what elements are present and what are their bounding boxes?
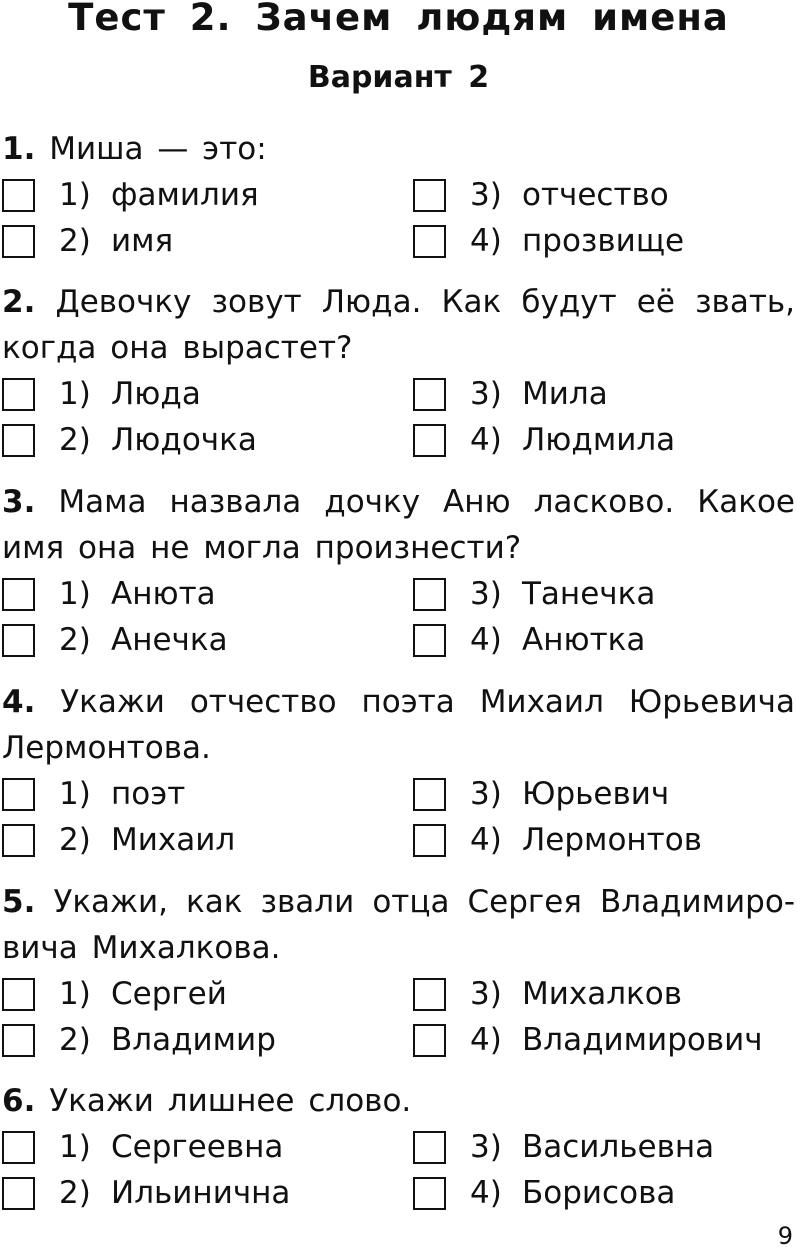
answer-option-4[interactable] bbox=[413, 1170, 675, 1216]
answer-options bbox=[2, 172, 795, 264]
answer-option-2[interactable] bbox=[2, 218, 173, 264]
answer-options bbox=[2, 971, 795, 1063]
option-number: 4) bbox=[470, 223, 502, 259]
question-stem bbox=[2, 479, 795, 571]
option-text: Юрьевич bbox=[522, 776, 670, 812]
option-text: Людмила bbox=[522, 422, 676, 458]
answer-checkbox[interactable] bbox=[2, 424, 35, 457]
option-number: 4) bbox=[470, 1175, 502, 1211]
answer-option-1[interactable] bbox=[2, 1124, 283, 1170]
answer-options bbox=[2, 1124, 795, 1216]
option-number: 2) bbox=[59, 822, 91, 858]
option-number: 4) bbox=[470, 1022, 502, 1058]
answer-checkbox[interactable] bbox=[2, 1024, 35, 1057]
question-number: 3. bbox=[2, 484, 36, 520]
answer-checkbox[interactable] bbox=[413, 578, 446, 611]
question-1 bbox=[2, 126, 795, 264]
answer-option-1[interactable] bbox=[2, 971, 227, 1017]
answer-option-3[interactable] bbox=[413, 1124, 714, 1170]
question-text: Мама назвала дочку Аню ласково. Какое имя она не могла произнести? bbox=[2, 484, 796, 566]
option-text: Михалков bbox=[522, 976, 683, 1012]
option-text: Михаил bbox=[111, 822, 236, 858]
question-number: 5. bbox=[2, 884, 36, 920]
answer-option-2[interactable] bbox=[2, 417, 257, 463]
answer-option-3[interactable] bbox=[413, 571, 655, 617]
answer-checkbox[interactable] bbox=[413, 624, 446, 657]
answer-checkbox[interactable] bbox=[413, 978, 446, 1011]
answer-option-1[interactable] bbox=[2, 571, 216, 617]
answer-checkbox[interactable] bbox=[413, 378, 446, 411]
question-stem bbox=[2, 126, 795, 172]
answer-checkbox[interactable] bbox=[413, 179, 446, 212]
option-number: 3) bbox=[470, 776, 502, 812]
option-text: Ильинична bbox=[111, 1175, 291, 1211]
answer-option-3[interactable] bbox=[413, 172, 669, 218]
answer-option-3[interactable] bbox=[413, 371, 608, 417]
answer-checkbox[interactable] bbox=[2, 179, 35, 212]
option-text: прозвище bbox=[522, 223, 685, 259]
option-number: 1) bbox=[59, 976, 91, 1012]
option-number: 3) bbox=[470, 576, 502, 612]
question-text: Укажи отчество поэта Михаил Юрьевича Лермонтова. bbox=[2, 684, 795, 766]
answer-checkbox[interactable] bbox=[413, 1177, 446, 1210]
option-number: 2) bbox=[59, 1175, 91, 1211]
option-text: отчество bbox=[522, 177, 669, 213]
question-text: Миша — это: bbox=[49, 131, 267, 167]
option-text: Борисова bbox=[522, 1175, 676, 1211]
question-4 bbox=[2, 679, 795, 863]
answer-checkbox[interactable] bbox=[2, 578, 35, 611]
question-number: 4. bbox=[2, 684, 36, 720]
option-number: 3) bbox=[470, 376, 502, 412]
answer-option-1[interactable] bbox=[2, 371, 201, 417]
option-number: 2) bbox=[59, 422, 91, 458]
option-text: поэт bbox=[111, 776, 186, 812]
option-text: Анютка bbox=[522, 622, 646, 658]
answer-option-4[interactable] bbox=[413, 817, 702, 863]
answer-option-3[interactable] bbox=[413, 971, 682, 1017]
option-number: 1) bbox=[59, 576, 91, 612]
question-text: Укажи, как звали отца Сергея Владимиро-вича Михалкова. bbox=[2, 884, 796, 966]
question-text: Девочку зовут Люда. Как будут её звать, когда она вырастет? bbox=[2, 284, 795, 366]
option-text: имя bbox=[111, 223, 174, 259]
answer-option-4[interactable] bbox=[413, 218, 684, 264]
option-number: 1) bbox=[59, 776, 91, 812]
question-5 bbox=[2, 879, 795, 1063]
option-text: фамилия bbox=[111, 177, 259, 213]
option-number: 4) bbox=[470, 622, 502, 658]
option-text: Людочка bbox=[111, 422, 257, 458]
option-number: 2) bbox=[59, 1022, 91, 1058]
answer-checkbox[interactable] bbox=[2, 624, 35, 657]
option-number: 1) bbox=[59, 177, 91, 213]
answer-option-1[interactable] bbox=[2, 172, 259, 218]
option-text: Сергей bbox=[111, 976, 227, 1012]
question-number: 2. bbox=[2, 284, 36, 320]
option-number: 1) bbox=[59, 376, 91, 412]
option-text: Лермонтов bbox=[522, 822, 702, 858]
answer-option-2[interactable] bbox=[2, 1017, 276, 1063]
answer-options bbox=[2, 771, 795, 863]
option-text: Танечка bbox=[522, 576, 656, 612]
answer-option-4[interactable] bbox=[413, 1017, 763, 1063]
page-number: 9 bbox=[777, 1222, 793, 1250]
answer-checkbox[interactable] bbox=[413, 778, 446, 811]
question-number: 6. bbox=[2, 1083, 36, 1119]
option-number: 4) bbox=[470, 422, 502, 458]
option-text: Мила bbox=[522, 376, 608, 412]
option-number: 2) bbox=[59, 223, 91, 259]
answer-checkbox[interactable] bbox=[2, 778, 35, 811]
answer-option-3[interactable] bbox=[413, 771, 669, 817]
option-number: 1) bbox=[59, 1129, 91, 1165]
answer-option-4[interactable] bbox=[413, 617, 645, 663]
answer-options bbox=[2, 571, 795, 663]
answer-option-2[interactable] bbox=[2, 617, 228, 663]
answer-checkbox[interactable] bbox=[413, 424, 446, 457]
option-number: 3) bbox=[470, 177, 502, 213]
answer-checkbox[interactable] bbox=[2, 1131, 35, 1164]
question-number: 1. bbox=[2, 131, 36, 167]
answer-checkbox[interactable] bbox=[2, 1177, 35, 1210]
answer-checkbox[interactable] bbox=[413, 225, 446, 258]
question-3 bbox=[2, 479, 795, 663]
option-number: 3) bbox=[470, 1129, 502, 1165]
option-text: Люда bbox=[111, 376, 201, 412]
answer-options bbox=[2, 371, 795, 463]
question-2 bbox=[2, 279, 795, 463]
answer-checkbox[interactable] bbox=[2, 378, 35, 411]
answer-checkbox[interactable] bbox=[2, 978, 35, 1011]
variant-heading: Вариант 2 bbox=[307, 60, 490, 95]
question-stem bbox=[2, 1078, 795, 1124]
option-text: Анюта bbox=[111, 576, 216, 612]
option-text: Владимир bbox=[111, 1022, 276, 1058]
answer-option-1[interactable] bbox=[2, 771, 185, 817]
option-text: Анечка bbox=[111, 622, 228, 658]
question-text: Укажи лишнее слово. bbox=[49, 1083, 412, 1119]
question-stem bbox=[2, 279, 795, 371]
answer-option-4[interactable] bbox=[413, 417, 675, 463]
option-text: Сергеевна bbox=[111, 1129, 284, 1165]
answer-checkbox[interactable] bbox=[413, 1024, 446, 1057]
question-6 bbox=[2, 1078, 795, 1216]
option-text: Васильевна bbox=[522, 1129, 715, 1165]
answer-checkbox[interactable] bbox=[2, 225, 35, 258]
answer-checkbox[interactable] bbox=[413, 824, 446, 857]
test-title: Тест 2. Зачем людям имена bbox=[68, 0, 729, 39]
option-number: 4) bbox=[470, 822, 502, 858]
answer-option-2[interactable] bbox=[2, 1170, 290, 1216]
answer-checkbox[interactable] bbox=[2, 824, 35, 857]
option-number: 3) bbox=[470, 976, 502, 1012]
question-stem bbox=[2, 879, 795, 971]
answer-checkbox[interactable] bbox=[413, 1131, 446, 1164]
option-number: 2) bbox=[59, 622, 91, 658]
question-stem bbox=[2, 679, 795, 771]
option-text: Владимирович bbox=[522, 1022, 763, 1058]
answer-option-2[interactable] bbox=[2, 817, 235, 863]
